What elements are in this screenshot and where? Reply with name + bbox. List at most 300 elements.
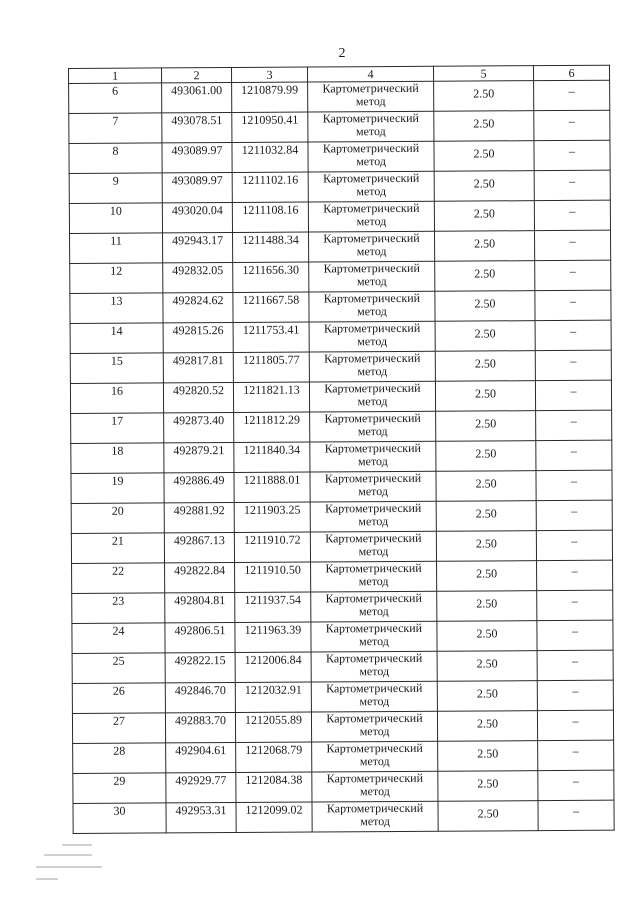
x-coordinate-text: 492806.51 xyxy=(174,623,226,638)
method-text: Картометрический метод xyxy=(324,410,421,439)
y-coordinate-text: 1211840.34 xyxy=(243,442,301,457)
point-number-cell xyxy=(69,113,162,144)
accuracy-cell xyxy=(438,801,538,832)
point-number-cell xyxy=(69,173,162,204)
y-coordinate-text: 1212032.91 xyxy=(244,682,302,697)
point-number-text: 21 xyxy=(111,533,124,548)
accuracy-text: 2.50 xyxy=(475,476,497,491)
x-coordinate-text: 493089.97 xyxy=(171,173,223,188)
accuracy-cell xyxy=(435,231,535,262)
y-coordinate-cell xyxy=(232,172,308,202)
y-coordinate-text: 1211488.34 xyxy=(242,232,299,247)
x-coordinate-cell xyxy=(163,292,233,322)
y-coordinate-cell xyxy=(234,532,310,562)
x-coordinate-cell xyxy=(164,412,234,442)
table-row xyxy=(70,260,611,293)
x-coordinate-cell xyxy=(164,442,234,472)
header-cell-4: 4 xyxy=(307,66,433,82)
y-coordinate-cell xyxy=(233,322,309,352)
point-number-cell xyxy=(73,803,166,834)
point-number-text: 28 xyxy=(113,743,126,758)
header-cell-1: 1 xyxy=(69,68,162,84)
x-coordinate-text: 492929.77 xyxy=(175,773,227,788)
table-row xyxy=(70,320,611,353)
y-coordinate-text: 1211963.39 xyxy=(244,622,302,637)
y-coordinate-cell xyxy=(232,142,308,172)
point-number-text: 27 xyxy=(112,713,126,728)
x-coordinate-text: 492817.81 xyxy=(172,353,224,368)
y-coordinate-text: 1211910.50 xyxy=(244,562,301,577)
point-number-text: 9 xyxy=(112,173,119,188)
accuracy-cell xyxy=(434,171,534,202)
method-text: Картометрический метод xyxy=(325,560,422,589)
point-number-cell xyxy=(72,683,165,714)
note-cell xyxy=(537,650,613,680)
accuracy-cell xyxy=(434,141,534,172)
table-row xyxy=(73,770,614,803)
x-coordinate-text: 492815.26 xyxy=(172,323,224,338)
x-coordinate-cell xyxy=(165,562,235,592)
y-coordinate-text: 1212068.79 xyxy=(245,742,303,757)
point-number-text: 13 xyxy=(110,293,123,308)
note-cell xyxy=(536,470,612,500)
note-cell xyxy=(535,350,611,380)
x-coordinate-cell xyxy=(166,742,236,772)
y-coordinate-text: 1212006.84 xyxy=(244,652,302,667)
method-cell xyxy=(311,591,437,622)
table-row xyxy=(71,530,612,563)
note-text: – xyxy=(568,113,575,128)
y-coordinate-text: 1211102.16 xyxy=(242,172,299,187)
method-cell xyxy=(309,261,435,292)
method-cell xyxy=(312,741,438,772)
accuracy-cell xyxy=(435,321,535,352)
table-body xyxy=(69,65,615,833)
method-text: Картометрический метод xyxy=(326,740,423,769)
point-number-cell xyxy=(70,323,163,354)
y-coordinate-cell xyxy=(232,202,308,232)
note-cell xyxy=(537,680,613,710)
method-text: Картометрический метод xyxy=(323,320,421,349)
y-coordinate-text: 1211805.77 xyxy=(242,352,300,367)
y-coordinate-text: 1211937.54 xyxy=(244,592,302,607)
method-text: Картометрический метод xyxy=(325,530,422,559)
accuracy-cell xyxy=(437,561,537,592)
x-coordinate-cell xyxy=(165,682,235,712)
accuracy-cell xyxy=(435,351,535,382)
x-coordinate-cell xyxy=(164,502,234,532)
x-coordinate-text: 492824.62 xyxy=(172,293,224,308)
accuracy-cell xyxy=(435,381,535,412)
x-coordinate-cell xyxy=(162,202,232,232)
point-number-text: 17 xyxy=(111,413,124,428)
x-coordinate-cell xyxy=(164,532,234,562)
y-coordinate-cell xyxy=(236,772,312,802)
accuracy-text: 2.50 xyxy=(473,116,495,131)
note-cell xyxy=(538,800,614,830)
y-coordinate-cell xyxy=(234,442,310,472)
x-coordinate-cell xyxy=(163,322,233,352)
note-cell xyxy=(537,590,613,620)
y-coordinate-text: 1212084.38 xyxy=(245,772,303,787)
point-number-text: 26 xyxy=(112,683,125,698)
point-number-cell xyxy=(70,263,163,294)
x-coordinate-cell xyxy=(162,113,232,143)
method-cell xyxy=(309,291,435,322)
accuracy-text: 2.50 xyxy=(473,206,495,221)
point-number-text: 14 xyxy=(110,323,123,338)
point-number-text: 18 xyxy=(111,443,124,458)
point-number-cell xyxy=(71,533,164,564)
point-number-text: 24 xyxy=(112,623,125,638)
note-text: – xyxy=(571,533,578,548)
note-cell xyxy=(538,740,614,770)
accuracy-text: 2.50 xyxy=(477,806,499,821)
y-coordinate-text: 1210879.99 xyxy=(241,82,299,97)
y-coordinate-cell xyxy=(233,352,309,382)
note-cell xyxy=(536,440,612,470)
method-text: Картометрический метод xyxy=(326,800,424,829)
note-text: – xyxy=(572,683,579,698)
note-text: – xyxy=(569,233,576,248)
accuracy-cell xyxy=(438,741,538,772)
note-text: – xyxy=(571,593,578,608)
x-coordinate-text: 492904.61 xyxy=(175,743,227,758)
x-coordinate-cell xyxy=(162,172,232,202)
y-coordinate-text: 1211656.30 xyxy=(242,262,300,277)
method-text: Картометрический метод xyxy=(325,590,422,619)
accuracy-text: 2.50 xyxy=(475,446,497,461)
table-row xyxy=(70,380,611,413)
x-coordinate-text: 492873.40 xyxy=(173,413,225,428)
note-text: – xyxy=(570,443,577,458)
accuracy-text: 2.50 xyxy=(476,716,499,731)
x-coordinate-cell xyxy=(163,232,233,262)
method-text: Картометрический метод xyxy=(324,350,421,379)
y-coordinate-text: 1211108.16 xyxy=(242,202,299,217)
note-text: – xyxy=(568,143,576,158)
method-cell xyxy=(311,681,437,712)
y-coordinate-cell xyxy=(235,652,311,682)
x-coordinate-cell xyxy=(166,772,236,802)
accuracy-cell xyxy=(434,201,534,232)
x-coordinate-cell xyxy=(165,622,235,652)
method-text: Картометрический метод xyxy=(326,710,423,739)
method-text: Картометрический метод xyxy=(322,170,420,199)
y-coordinate-cell xyxy=(233,232,309,262)
note-text: – xyxy=(570,353,577,368)
point-number-cell xyxy=(70,233,163,264)
point-number-cell xyxy=(72,623,165,654)
method-cell xyxy=(311,621,437,652)
y-coordinate-text: 1211821.13 xyxy=(243,382,300,397)
note-text: – xyxy=(572,743,579,758)
point-number-cell xyxy=(69,203,162,234)
accuracy-text: 2.50 xyxy=(477,746,499,761)
y-coordinate-text: 1211812.29 xyxy=(243,412,300,427)
header-cell-6: 6 xyxy=(533,65,609,80)
note-cell xyxy=(535,260,611,290)
header-cell-5: 5 xyxy=(433,66,533,82)
accuracy-cell xyxy=(434,111,534,142)
y-coordinate-cell xyxy=(233,292,309,322)
method-cell xyxy=(312,771,438,802)
method-cell xyxy=(310,531,436,562)
point-number-text: 11 xyxy=(110,233,122,248)
y-coordinate-text: 1212055.89 xyxy=(244,712,303,727)
accuracy-text: 2.50 xyxy=(475,536,497,551)
accuracy-text: 2.50 xyxy=(476,686,498,701)
method-cell xyxy=(310,471,436,502)
point-number-cell xyxy=(71,503,164,534)
method-text: Картометрический метод xyxy=(324,380,421,409)
method-cell xyxy=(308,201,434,232)
y-coordinate-cell xyxy=(235,562,311,592)
x-coordinate-text: 493078.51 xyxy=(171,113,223,128)
point-number-text: 20 xyxy=(111,503,124,518)
y-coordinate-cell xyxy=(234,472,310,502)
table-row xyxy=(72,560,613,593)
method-cell xyxy=(310,411,436,442)
x-coordinate-text: 492953.31 xyxy=(175,803,227,818)
y-coordinate-cell xyxy=(233,262,309,292)
method-text: Картометрический метод xyxy=(322,140,420,169)
accuracy-text: 2.50 xyxy=(474,296,496,311)
y-coordinate-text: 1211888.01 xyxy=(243,472,301,487)
y-coordinate-cell xyxy=(236,802,312,832)
faded-stamp-marks xyxy=(34,840,114,886)
y-coordinate-cell xyxy=(234,412,310,442)
method-cell xyxy=(309,381,435,412)
x-coordinate-text: 492832.05 xyxy=(172,263,224,278)
x-coordinate-text: 493020.04 xyxy=(171,203,223,218)
note-cell xyxy=(535,320,611,350)
y-coordinate-text: 1211667.58 xyxy=(242,292,300,307)
method-cell xyxy=(309,321,435,352)
x-coordinate-text: 492867.13 xyxy=(173,533,225,548)
note-text: – xyxy=(569,263,576,278)
method-cell xyxy=(311,561,437,592)
x-coordinate-cell xyxy=(165,652,235,682)
point-number-cell xyxy=(72,653,165,684)
point-number-text: 12 xyxy=(110,263,123,278)
table-row xyxy=(70,230,611,263)
accuracy-cell xyxy=(438,771,538,802)
method-text: Картометрический метод xyxy=(323,290,421,319)
coordinates-table xyxy=(68,65,615,834)
note-cell xyxy=(535,290,611,320)
accuracy-cell xyxy=(436,471,536,502)
y-coordinate-text: 1211032.84 xyxy=(241,142,299,157)
table-row xyxy=(72,620,613,653)
point-number-cell xyxy=(69,143,162,174)
method-text: Картометрический метод xyxy=(323,230,420,259)
accuracy-cell xyxy=(435,291,535,322)
x-coordinate-cell xyxy=(162,142,232,172)
y-coordinate-cell xyxy=(235,712,311,742)
method-text: Картометрический метод xyxy=(326,770,424,799)
table-row xyxy=(73,800,614,833)
accuracy-text: 2.50 xyxy=(473,86,495,101)
method-cell xyxy=(310,441,436,472)
table-row xyxy=(72,680,613,713)
note-text: – xyxy=(570,473,578,488)
x-coordinate-text: 492822.15 xyxy=(174,653,226,668)
x-coordinate-text: 492886.49 xyxy=(173,473,225,488)
method-text: Картометрический метод xyxy=(323,260,420,289)
note-cell xyxy=(537,620,613,650)
point-number-text: 7 xyxy=(112,113,119,128)
point-number-cell xyxy=(70,293,163,324)
point-number-text: 16 xyxy=(110,383,124,398)
accuracy-cell xyxy=(437,681,537,712)
x-coordinate-text: 492881.92 xyxy=(173,503,225,518)
accuracy-cell xyxy=(436,501,536,532)
y-coordinate-text: 1211903.25 xyxy=(243,502,301,517)
x-coordinate-cell xyxy=(162,83,232,113)
note-text: – xyxy=(572,653,579,668)
accuracy-text: 2.50 xyxy=(473,176,495,191)
y-coordinate-text: 1211753.41 xyxy=(242,322,300,337)
accuracy-text: 2.50 xyxy=(476,596,498,611)
table-row xyxy=(71,500,612,533)
note-text: – xyxy=(569,293,576,308)
note-text: – xyxy=(571,563,578,578)
note-cell xyxy=(537,560,613,590)
note-cell xyxy=(534,170,610,200)
point-number-text: 23 xyxy=(112,593,125,608)
method-text: Картометрический метод xyxy=(324,440,421,469)
note-text: – xyxy=(571,623,578,638)
method-text: Картометрический метод xyxy=(324,470,422,499)
point-number-cell xyxy=(72,713,165,744)
note-cell xyxy=(536,410,612,440)
note-cell xyxy=(534,110,610,140)
point-number-text: 25 xyxy=(112,653,125,668)
x-coordinate-cell xyxy=(163,352,233,382)
accuracy-cell xyxy=(436,441,536,472)
accuracy-cell xyxy=(434,81,534,112)
x-coordinate-cell xyxy=(163,262,233,292)
table-row xyxy=(72,650,613,683)
method-cell xyxy=(311,651,437,682)
y-coordinate-text: 1212099.02 xyxy=(245,802,303,817)
point-number-text: 30 xyxy=(113,803,126,818)
accuracy-cell xyxy=(436,531,536,562)
note-cell xyxy=(535,230,611,260)
x-coordinate-text: 492879.21 xyxy=(173,443,225,458)
method-cell xyxy=(308,81,434,112)
x-coordinate-text: 493089.97 xyxy=(171,143,223,158)
table-row xyxy=(71,410,612,443)
y-coordinate-cell xyxy=(235,622,311,652)
note-text: – xyxy=(569,173,576,188)
point-number-text: 8 xyxy=(112,143,119,158)
method-cell xyxy=(310,501,436,532)
table-row xyxy=(71,470,612,503)
point-number-text: 19 xyxy=(111,473,124,488)
accuracy-cell xyxy=(437,621,537,652)
point-number-text: 22 xyxy=(112,563,125,578)
note-text: – xyxy=(572,713,579,728)
point-number-cell xyxy=(71,443,164,474)
note-text: – xyxy=(570,383,577,398)
x-coordinate-cell xyxy=(163,382,233,412)
accuracy-cell xyxy=(437,711,537,742)
y-coordinate-text: 1210950.41 xyxy=(241,112,299,127)
method-cell xyxy=(308,111,434,142)
table-row xyxy=(70,290,611,323)
note-text: – xyxy=(570,413,577,428)
method-text: Картометрический метод xyxy=(326,680,423,709)
point-number-cell xyxy=(71,413,164,444)
accuracy-text: 2.50 xyxy=(476,566,498,581)
x-coordinate-text: 492883.70 xyxy=(174,713,227,728)
y-coordinate-text: 1211910.72 xyxy=(244,532,301,547)
note-cell xyxy=(536,530,612,560)
method-text: Картометрический метод xyxy=(325,650,423,679)
header-cell-2: 2 xyxy=(162,68,232,83)
note-text: – xyxy=(573,803,580,818)
x-coordinate-text: 492820.52 xyxy=(172,383,225,398)
header-cell-3: 3 xyxy=(232,67,308,82)
point-number-cell xyxy=(72,563,165,594)
table-row xyxy=(69,80,610,113)
x-coordinate-cell xyxy=(165,592,235,622)
accuracy-text: 2.50 xyxy=(476,656,498,671)
accuracy-text: 2.50 xyxy=(474,266,496,281)
note-cell xyxy=(534,200,610,230)
accuracy-text: 2.50 xyxy=(474,356,496,371)
method-text: Картометрический метод xyxy=(322,80,419,109)
point-number-cell xyxy=(71,473,164,504)
table-row xyxy=(69,200,610,233)
method-cell xyxy=(309,231,435,262)
method-cell xyxy=(311,711,437,742)
note-text: – xyxy=(570,323,577,338)
point-number-text: 15 xyxy=(110,353,123,368)
note-text: – xyxy=(568,83,575,98)
note-cell xyxy=(537,710,613,740)
method-text: Картометрический метод xyxy=(325,500,422,529)
y-coordinate-cell xyxy=(236,742,312,772)
point-number-cell xyxy=(73,773,166,804)
y-coordinate-cell xyxy=(233,382,309,412)
accuracy-text: 2.50 xyxy=(474,326,496,341)
method-text: Картометрический метод xyxy=(325,620,423,649)
note-cell xyxy=(536,500,612,530)
method-text: Картометрический метод xyxy=(322,110,419,139)
x-coordinate-text: 492846.70 xyxy=(174,683,226,698)
accuracy-cell xyxy=(436,411,536,442)
y-coordinate-cell xyxy=(234,502,310,532)
x-coordinate-text: 492804.81 xyxy=(174,593,226,608)
accuracy-cell xyxy=(437,591,537,622)
accuracy-text: 2.50 xyxy=(476,626,498,641)
point-number-text: 6 xyxy=(112,83,119,98)
table-row xyxy=(69,140,610,173)
method-cell xyxy=(309,351,435,382)
point-number-cell xyxy=(72,593,165,624)
point-number-cell xyxy=(69,83,162,114)
accuracy-text: 2.50 xyxy=(475,506,497,521)
x-coordinate-cell xyxy=(166,802,236,832)
accuracy-cell xyxy=(437,651,537,682)
method-cell xyxy=(308,171,434,202)
point-number-text: 29 xyxy=(113,773,126,788)
x-coordinate-text: 493061.00 xyxy=(171,83,223,98)
note-cell xyxy=(535,380,611,410)
